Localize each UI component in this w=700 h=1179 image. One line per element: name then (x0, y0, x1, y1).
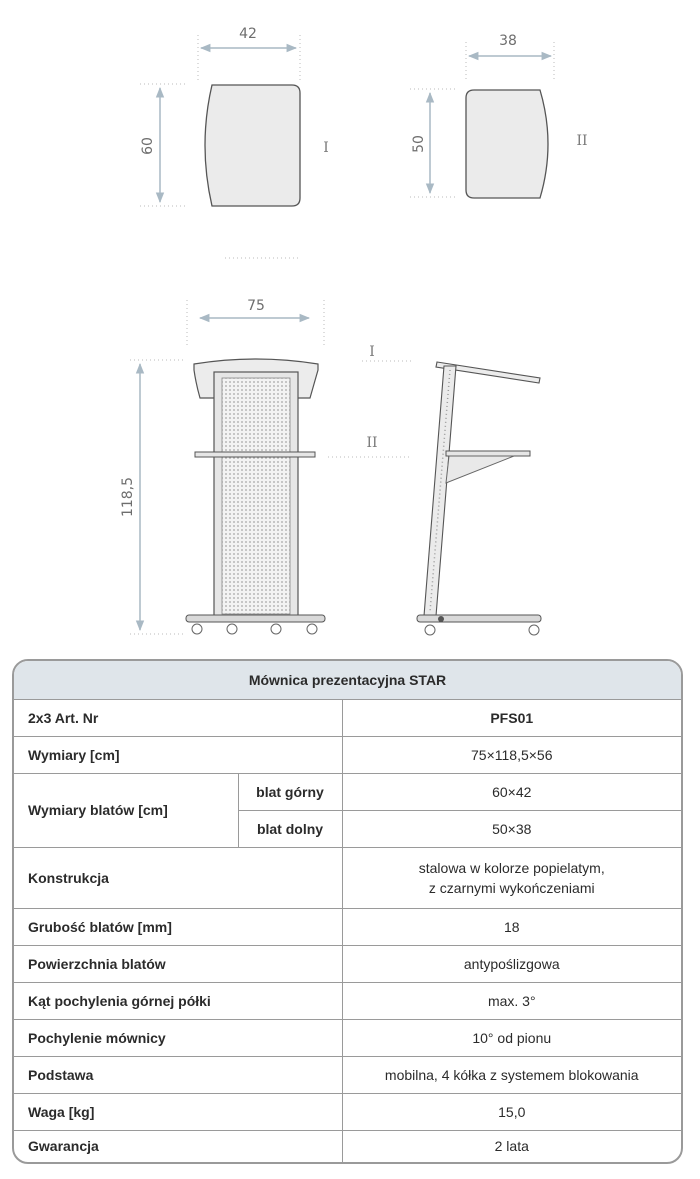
front-wheels (192, 624, 317, 634)
front-lower-shelf (195, 452, 315, 457)
table-row (14, 1019, 681, 1056)
side-upper-roman: I (369, 344, 375, 360)
row-label-tilt: Pochylenie mównicy (14, 1019, 342, 1056)
row-value-angle: max. 3° (342, 982, 681, 1019)
row-value-upper: 60×42 (342, 773, 681, 810)
row-label-constr: Konstrukcja (14, 847, 342, 908)
row-value-tilt: 10° od pionu (342, 1019, 681, 1056)
row-label-art: 2x3 Art. Nr (14, 699, 342, 736)
side-view-drawing (366, 344, 541, 635)
front-view-drawing (120, 298, 412, 634)
table-row (14, 699, 681, 736)
front-perforated-panel (222, 378, 290, 614)
row-value-constr (342, 847, 681, 908)
row-label-angle: Kąt pochylenia górnej półki (14, 982, 342, 1019)
row-value-surf: antypoślizgowa (342, 945, 681, 982)
table-row (14, 908, 681, 945)
side-lower-roman: II (366, 435, 378, 451)
row-value-art: PFS01 (342, 699, 681, 736)
side-column (424, 366, 456, 616)
spec-table (12, 659, 683, 1164)
row-sublabel-upper: blat górny (238, 773, 342, 810)
table-row (14, 1056, 681, 1093)
side-wheels (425, 625, 539, 635)
side-base (417, 615, 541, 622)
table-row (14, 1093, 681, 1130)
table-row (14, 982, 681, 1019)
lower-top-depth-label: 50 (411, 135, 427, 153)
row-value-lower: 50×38 (342, 810, 681, 847)
upper-top-depth-label: 60 (140, 137, 156, 155)
table-row (14, 736, 681, 773)
table-row (14, 945, 681, 982)
row-sublabel-lower: blat dolny (238, 810, 342, 847)
top-lower-drawing (410, 33, 588, 198)
table-row (14, 847, 681, 908)
constr-line-1: stalowa w kolorze popielatym, (418, 859, 605, 876)
row-value-weight: 15,0 (342, 1093, 681, 1130)
table-row (14, 1130, 681, 1162)
row-label-thick: Grubość blatów [mm] (14, 908, 342, 945)
table-row (14, 773, 681, 810)
table-title: Mównica prezentacyjna STAR (14, 661, 681, 699)
top-upper-drawing (140, 26, 329, 258)
upper-top-shape (205, 85, 300, 206)
side-lower-shelf (446, 451, 530, 456)
front-width-label: 75 (247, 298, 265, 314)
row-value-base: mobilna, 4 kółka z systemem blokowania (342, 1056, 681, 1093)
row-label-dims: Wymiary [cm] (14, 736, 342, 773)
row-value-warr: 2 lata (342, 1130, 681, 1162)
row-label-base: Podstawa (14, 1056, 342, 1093)
upper-top-roman: I (323, 140, 329, 156)
side-shelf-bracket (446, 456, 514, 483)
front-height-label: 118,5 (120, 476, 136, 518)
front-base (186, 615, 325, 622)
lower-top-shape (466, 90, 548, 198)
lower-top-width-label: 38 (499, 33, 517, 49)
upper-top-width-label: 42 (239, 26, 257, 42)
row-value-thick: 18 (342, 908, 681, 945)
constr-line-2: z czarnymi wykończeniami (428, 879, 595, 896)
row-label-tops: Wymiary blatów [cm] (14, 773, 238, 847)
row-label-weight: Waga [kg] (14, 1093, 342, 1130)
row-label-surf: Powierzchnia blatów (14, 945, 342, 982)
lower-top-roman: II (576, 133, 588, 149)
row-label-warr: Gwarancja (14, 1130, 342, 1162)
row-value-dims: 75×118,5×56 (342, 736, 681, 773)
